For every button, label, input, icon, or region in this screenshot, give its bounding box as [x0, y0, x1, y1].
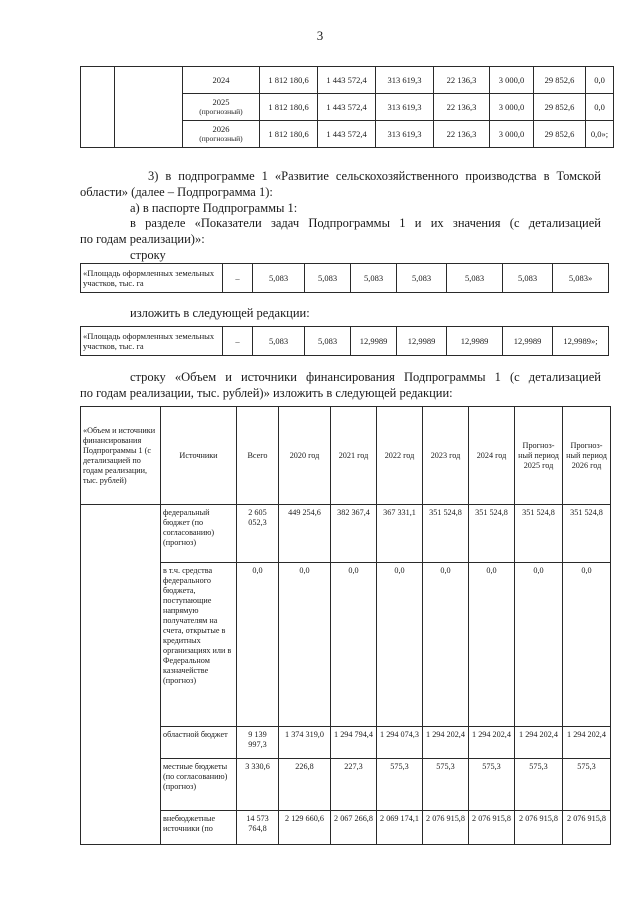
value-cell: 1 294 074,3 — [377, 727, 423, 759]
source-cell: местные бюджеты (по согласованию) (прогноз) — [161, 759, 237, 811]
value-cell: 1 374 319,0 — [279, 727, 331, 759]
value-cell: 575,3 — [377, 759, 423, 811]
value-cell: 449 254,6 — [279, 505, 331, 563]
value-cell: 0,0 — [279, 563, 331, 727]
value-cell: 2 069 174,1 — [377, 811, 423, 845]
section-line2: по годам реализации)»: — [80, 232, 205, 246]
value-cell: 0,0»; — [586, 121, 614, 148]
empty-cell — [81, 505, 161, 845]
value-cell: 2 067 266,8 — [331, 811, 377, 845]
item-3-line2: области» (далее – Подпрограмма 1): — [80, 185, 273, 199]
year-cell — [183, 121, 260, 148]
header-cell: Прогноз-ный период 2026 год — [563, 407, 611, 505]
source-cell: в т.ч. средства федерального бюджета, поступающие напрямую получателям на счета, открытые в кредитных организациях или в Федеральном казначействе (прогноз) — [161, 563, 237, 727]
value-cell: 22 136,3 — [434, 67, 490, 94]
header-cell: 2023 год — [423, 407, 469, 505]
value-cell: 1 294 202,4 — [423, 727, 469, 759]
value-cell: 12,9989 — [397, 327, 447, 356]
value-cell: 1 812 180,6 — [260, 67, 318, 94]
value-cell: 2 076 915,8 — [469, 811, 515, 845]
table-row — [81, 67, 614, 94]
indicator-name: «Площадь оформленных земельных участков, тыс. га — [81, 327, 223, 356]
resources-table — [80, 66, 614, 148]
value-cell: 3 000,0 — [490, 67, 534, 94]
finance-line1: строку «Объем и источники финансирования Подпрограммы 1 (с детализацией — [130, 370, 601, 384]
value-cell: 0,0 — [586, 67, 614, 94]
value-cell: 5,083» — [553, 264, 609, 293]
table-row — [81, 563, 611, 727]
source-cell: федеральный бюджет (по согласованию) (прогноз) — [161, 505, 237, 563]
header-cell: Всего — [237, 407, 279, 505]
item-a: а) в паспорте Подпрограммы 1: — [130, 201, 298, 215]
year-note: (прогнозный) — [199, 107, 243, 116]
value-cell: 29 852,6 — [534, 94, 586, 121]
table-row — [81, 505, 611, 563]
value-cell: 0,0 — [469, 563, 515, 727]
header-cell: 2022 год — [377, 407, 423, 505]
year-cell — [183, 67, 260, 94]
value-cell: 1 443 572,4 — [318, 121, 376, 148]
value-cell: 351 524,8 — [423, 505, 469, 563]
value-cell: 575,3 — [423, 759, 469, 811]
value-cell: 12,9989»; — [553, 327, 609, 356]
finance-table — [80, 406, 611, 845]
value-cell: 0,0 — [586, 94, 614, 121]
value-cell: 5,083 — [253, 327, 305, 356]
value-cell: 0,0 — [515, 563, 563, 727]
value-cell: 1 443 572,4 — [318, 67, 376, 94]
value-cell: 5,083 — [397, 264, 447, 293]
year-value: 2024 — [212, 75, 230, 85]
value-cell: 5,083 — [351, 264, 397, 293]
value-cell: 351 524,8 — [563, 505, 611, 563]
page-number: 3 — [316, 28, 324, 43]
header-cell: Прогноз-ный период 2025 год — [515, 407, 563, 505]
value-cell: 5,083 — [503, 264, 553, 293]
value-cell: 1 294 202,4 — [563, 727, 611, 759]
value-cell: 3 000,0 — [490, 94, 534, 121]
table-row — [81, 811, 611, 845]
value-cell: 14 573 764,8 — [237, 811, 279, 845]
year-value: 2026 — [212, 124, 230, 134]
finance-line2: по годам реализации, тыс. рублей)» изложить в следующей редакции: — [80, 386, 453, 400]
value-cell: 5,083 — [447, 264, 503, 293]
value-cell: 0,0 — [331, 563, 377, 727]
value-cell: 5,083 — [253, 264, 305, 293]
value-cell: 1 294 202,4 — [469, 727, 515, 759]
value-cell: 351 524,8 — [515, 505, 563, 563]
value-cell: 5,083 — [305, 327, 351, 356]
indicator-old-table — [80, 263, 609, 293]
value-cell: 1 812 180,6 — [260, 121, 318, 148]
value-cell: 12,9989 — [351, 327, 397, 356]
value-cell: 575,3 — [469, 759, 515, 811]
value-cell: 2 076 915,8 — [515, 811, 563, 845]
indicator-new-table — [80, 326, 609, 356]
header-cell: 2020 год — [279, 407, 331, 505]
value-cell: 1 812 180,6 — [260, 94, 318, 121]
value-cell: 22 136,3 — [434, 121, 490, 148]
value-cell: 12,9989 — [503, 327, 553, 356]
value-cell: 22 136,3 — [434, 94, 490, 121]
value-cell: 29 852,6 — [534, 67, 586, 94]
header-cell: Источники — [161, 407, 237, 505]
year-note: (прогнозный) — [199, 134, 243, 143]
value-cell: 1 443 572,4 — [318, 94, 376, 121]
value-cell: 313 619,3 — [376, 121, 434, 148]
value-cell: 0,0 — [377, 563, 423, 727]
value-cell: 3 000,0 — [490, 121, 534, 148]
value-cell: 313 619,3 — [376, 67, 434, 94]
year-value: 2025 — [212, 97, 230, 107]
value-cell: 29 852,6 — [534, 121, 586, 148]
source-cell: внебюджетные источники (по — [161, 811, 237, 845]
header-cell: 2024 год — [469, 407, 515, 505]
table-row — [81, 727, 611, 759]
value-cell: 226,8 — [279, 759, 331, 811]
finance-label: «Объем и источники финансирования Подпрограммы 1 (с детализацией по годам реализации, тыс. рублей) — [81, 407, 161, 505]
value-cell: 2 129 660,6 — [279, 811, 331, 845]
item-3-line1: 3) в подпрограмме 1 «Развитие сельскохозяйственного производства в Томской — [148, 169, 601, 183]
indicator-unit: – — [223, 327, 253, 356]
value-cell: 575,3 — [563, 759, 611, 811]
value-cell: 2 076 915,8 — [423, 811, 469, 845]
table-row — [81, 327, 609, 356]
empty-cell — [115, 67, 183, 148]
finance-header-row — [81, 407, 611, 505]
izlozhit-label: изложить в следующей редакции: — [130, 306, 310, 320]
source-cell: областной бюджет — [161, 727, 237, 759]
value-cell: 575,3 — [515, 759, 563, 811]
value-cell: 367 331,1 — [377, 505, 423, 563]
value-cell: 2 076 915,8 — [563, 811, 611, 845]
indicator-name: «Площадь оформленных земельных участков, тыс. га — [81, 264, 223, 293]
section-line1: в разделе «Показатели задач Подпрограммы 1 и их значения (с детализацией — [130, 216, 601, 230]
value-cell: 0,0 — [563, 563, 611, 727]
value-cell: 2 605 052,3 — [237, 505, 279, 563]
value-cell: 0,0 — [237, 563, 279, 727]
value-cell: 1 294 202,4 — [515, 727, 563, 759]
year-cell — [183, 94, 260, 121]
value-cell: 382 367,4 — [331, 505, 377, 563]
table-row — [81, 759, 611, 811]
stroku-label: строку — [130, 248, 166, 262]
table-row — [81, 264, 609, 293]
value-cell: 227,3 — [331, 759, 377, 811]
value-cell: 12,9989 — [447, 327, 503, 356]
value-cell: 3 330,6 — [237, 759, 279, 811]
value-cell: 1 294 794,4 — [331, 727, 377, 759]
value-cell: 313 619,3 — [376, 94, 434, 121]
header-cell: 2021 год — [331, 407, 377, 505]
value-cell: 5,083 — [305, 264, 351, 293]
indicator-unit: – — [223, 264, 253, 293]
value-cell: 9 139 997,3 — [237, 727, 279, 759]
value-cell: 351 524,8 — [469, 505, 515, 563]
value-cell: 0,0 — [423, 563, 469, 727]
empty-cell — [81, 67, 115, 148]
